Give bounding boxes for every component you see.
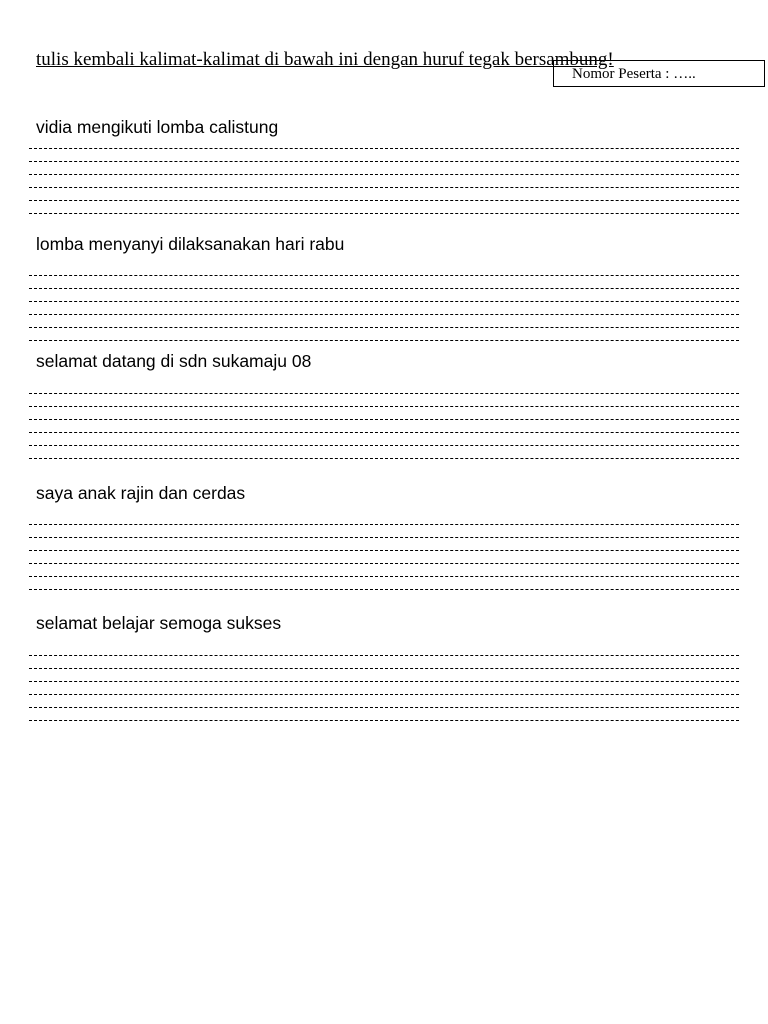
writing-line xyxy=(29,563,739,564)
writing-line xyxy=(29,174,739,175)
instruction-text: tulis kembali kalimat-kalimat di bawah ini dengan huruf tegak bersambung! xyxy=(36,49,614,70)
writing-line xyxy=(29,432,739,433)
exercise-1-sentence: vidia mengikuti lomba calistung xyxy=(36,117,279,137)
exercise-4-sentence: saya anak rajin dan cerdas xyxy=(36,483,246,503)
writing-line xyxy=(29,148,739,149)
writing-line xyxy=(29,576,739,577)
writing-line xyxy=(29,458,739,459)
exercise-5-sentence: selamat belajar semoga sukses xyxy=(36,613,282,633)
exercise-3-sentence: selamat datang di sdn sukamaju 08 xyxy=(36,351,312,371)
exercise-2-sentence: lomba menyanyi dilaksanakan hari rabu xyxy=(36,234,345,254)
writing-line xyxy=(29,694,739,695)
writing-line xyxy=(29,314,739,315)
writing-line xyxy=(29,537,739,538)
writing-line xyxy=(29,161,739,162)
writing-line xyxy=(29,668,739,669)
writing-line xyxy=(29,200,739,201)
writing-line xyxy=(29,707,739,708)
nomor-peserta-box: Nomor Peserta : ….. xyxy=(553,60,765,87)
writing-line xyxy=(29,340,739,341)
writing-line xyxy=(29,213,739,214)
writing-line xyxy=(29,288,739,289)
writing-line xyxy=(29,187,739,188)
writing-line xyxy=(29,589,739,590)
writing-line xyxy=(29,655,739,656)
writing-line xyxy=(29,327,739,328)
writing-line xyxy=(29,720,739,721)
writing-line xyxy=(29,524,739,525)
writing-line xyxy=(29,301,739,302)
writing-line xyxy=(29,681,739,682)
writing-line xyxy=(29,419,739,420)
writing-line xyxy=(29,393,739,394)
writing-line xyxy=(29,550,739,551)
writing-line xyxy=(29,445,739,446)
writing-line xyxy=(29,406,739,407)
writing-line xyxy=(29,275,739,276)
